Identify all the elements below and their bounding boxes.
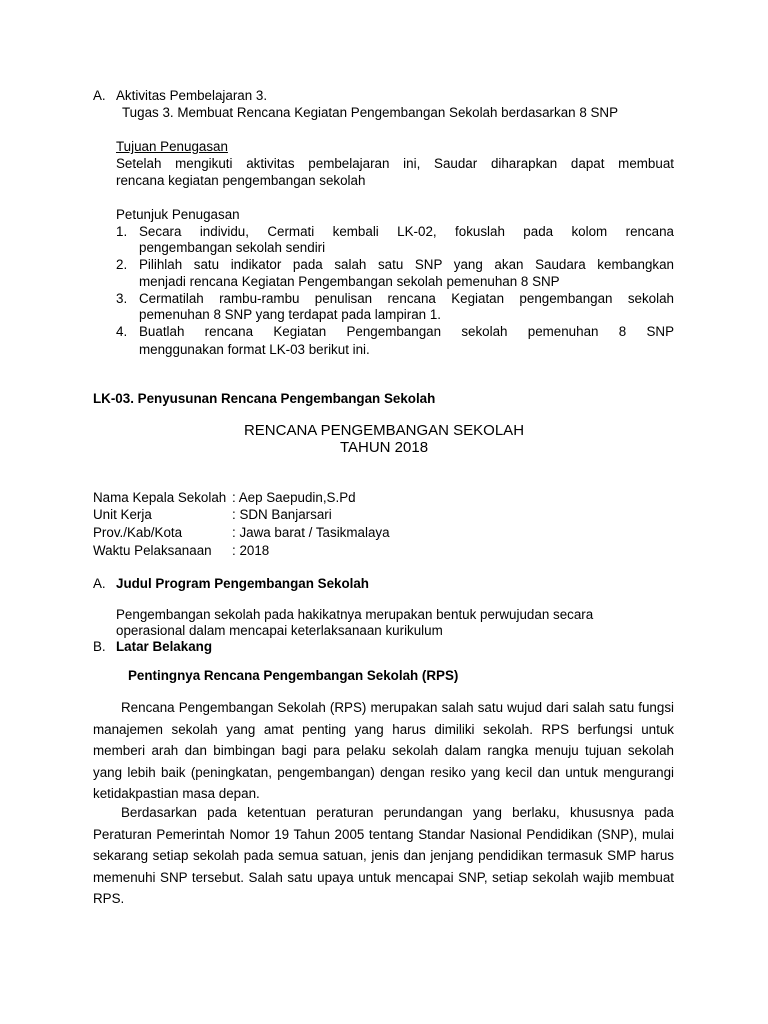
- latar-marker: B.: [93, 639, 106, 654]
- activity-title: Aktivitas Pembelajaran 3.: [116, 88, 268, 103]
- judul-heading: Judul Program Pengembangan Sekolah: [116, 576, 369, 591]
- petunjuk-item-number: 2.: [116, 257, 128, 272]
- petunjuk-item-line: menjadi rencana Kegiatan Pengembangan sekolah pemenuhan 8 SNP: [139, 274, 560, 289]
- judul-line-1: Pengembangan sekolah pada hakikatnya merupakan bentuk perwujudan secara: [116, 607, 594, 622]
- petunjuk-item-line: Cermatilah rambu-rambu penulisan rencana Kegiatan pengembangan sekolah: [139, 291, 674, 306]
- petunjuk-item-line: pemenuhan 8 SNP yang terdapat pada lampiran 1.: [139, 307, 441, 322]
- judul-line-2: operasional dalam mencapai keterlaksanaan kurikulum: [116, 623, 443, 638]
- tujuan-line-1: Setelah mengikuti aktivitas pembelajaran ini, Saudar diharapkan dapat membuat: [116, 156, 674, 171]
- petunjuk-item-line: Secara individu, Cermati kembali LK-02, fokuslah pada kolom rencana: [139, 224, 674, 239]
- rps-paragraph-2: [93, 802, 674, 910]
- task-title: Tugas 3. Membuat Rencana Kegiatan Pengembangan Sekolah berdasarkan 8 SNP: [122, 105, 619, 120]
- info-value: : 2018: [232, 543, 270, 558]
- rps-paragraph-1-text: Rencana Pengembangan Sekolah (RPS) merupakan salah satu wujud dari salah satu fungsi manajemen sekolah yang amat penting yang harus dimiliki sekolah. RPS berfungsi untuk memberi arah dan bimbingan bagi para pelaku sekolah dalam rangka menuju tujuan sekolah yang lebih baik (peningkatan, pengembangan) dengan resiko yang kecil dan untuk mengurangi ketidakpastian masa depan.: [93, 700, 674, 801]
- info-label: Prov./Kab/Kota: [93, 525, 183, 540]
- petunjuk-item-line: Pilihlah satu indikator pada salah satu SNP yang akan Saudara kembangkan: [139, 257, 674, 272]
- lk03-title: LK-03. Penyusunan Rencana Pengembangan Sekolah: [93, 391, 436, 406]
- petunjuk-item-number: 1.: [116, 224, 128, 239]
- info-label: Unit Kerja: [93, 507, 152, 522]
- tujuan-heading: Tujuan Penugasan: [116, 139, 228, 154]
- petunjuk-heading: Petunjuk Penugasan: [116, 207, 240, 222]
- document-title: RENCANA PENGEMBANGAN SEKOLAH: [243, 422, 525, 439]
- document-year: TAHUN 2018: [339, 439, 429, 456]
- petunjuk-item-number: 3.: [116, 291, 128, 306]
- info-value: : Aep Saepudin,S.Pd: [232, 490, 356, 505]
- info-label: Waktu Pelaksanaan: [93, 543, 212, 558]
- rps-paragraph-1: [93, 697, 674, 805]
- petunjuk-item-line: menggunakan format LK-03 berikut ini.: [139, 342, 370, 357]
- section-a-marker: A.: [93, 88, 106, 103]
- petunjuk-item-number: 4.: [116, 324, 128, 339]
- info-value: : SDN Banjarsari: [232, 507, 332, 522]
- judul-marker: A.: [93, 576, 106, 591]
- rps-subheading: Pentingnya Rencana Pengembangan Sekolah (RPS): [128, 668, 459, 683]
- petunjuk-item-line: pengembangan sekolah sendiri: [139, 240, 326, 255]
- petunjuk-item-line: Buatlah rencana Kegiatan Pengembangan sekolah pemenuhan 8 SNP: [139, 324, 674, 339]
- info-value: : Jawa barat / Tasikmalaya: [232, 525, 390, 540]
- rps-paragraph-2-text: Berdasarkan pada ketentuan peraturan perundangan yang berlaku, khususnya pada Peraturan Pemerintah Nomor 19 Tahun 2005 tentang Standar Nasional Pendidikan (SNP), mulai sekarang setiap sekolah pada semua satuan, jenis dan jenjang pendidikan termasuk SMP harus memenuhi SNP tersebut. Salah satu upaya untuk mencapai SNP, setiap sekolah wajib membuat RPS.: [93, 805, 674, 906]
- latar-heading: Latar Belakang: [116, 639, 213, 654]
- tujuan-line-2: rencana kegiatan pengembangan sekolah: [116, 173, 366, 188]
- info-label: Nama Kepala Sekolah: [93, 490, 227, 505]
